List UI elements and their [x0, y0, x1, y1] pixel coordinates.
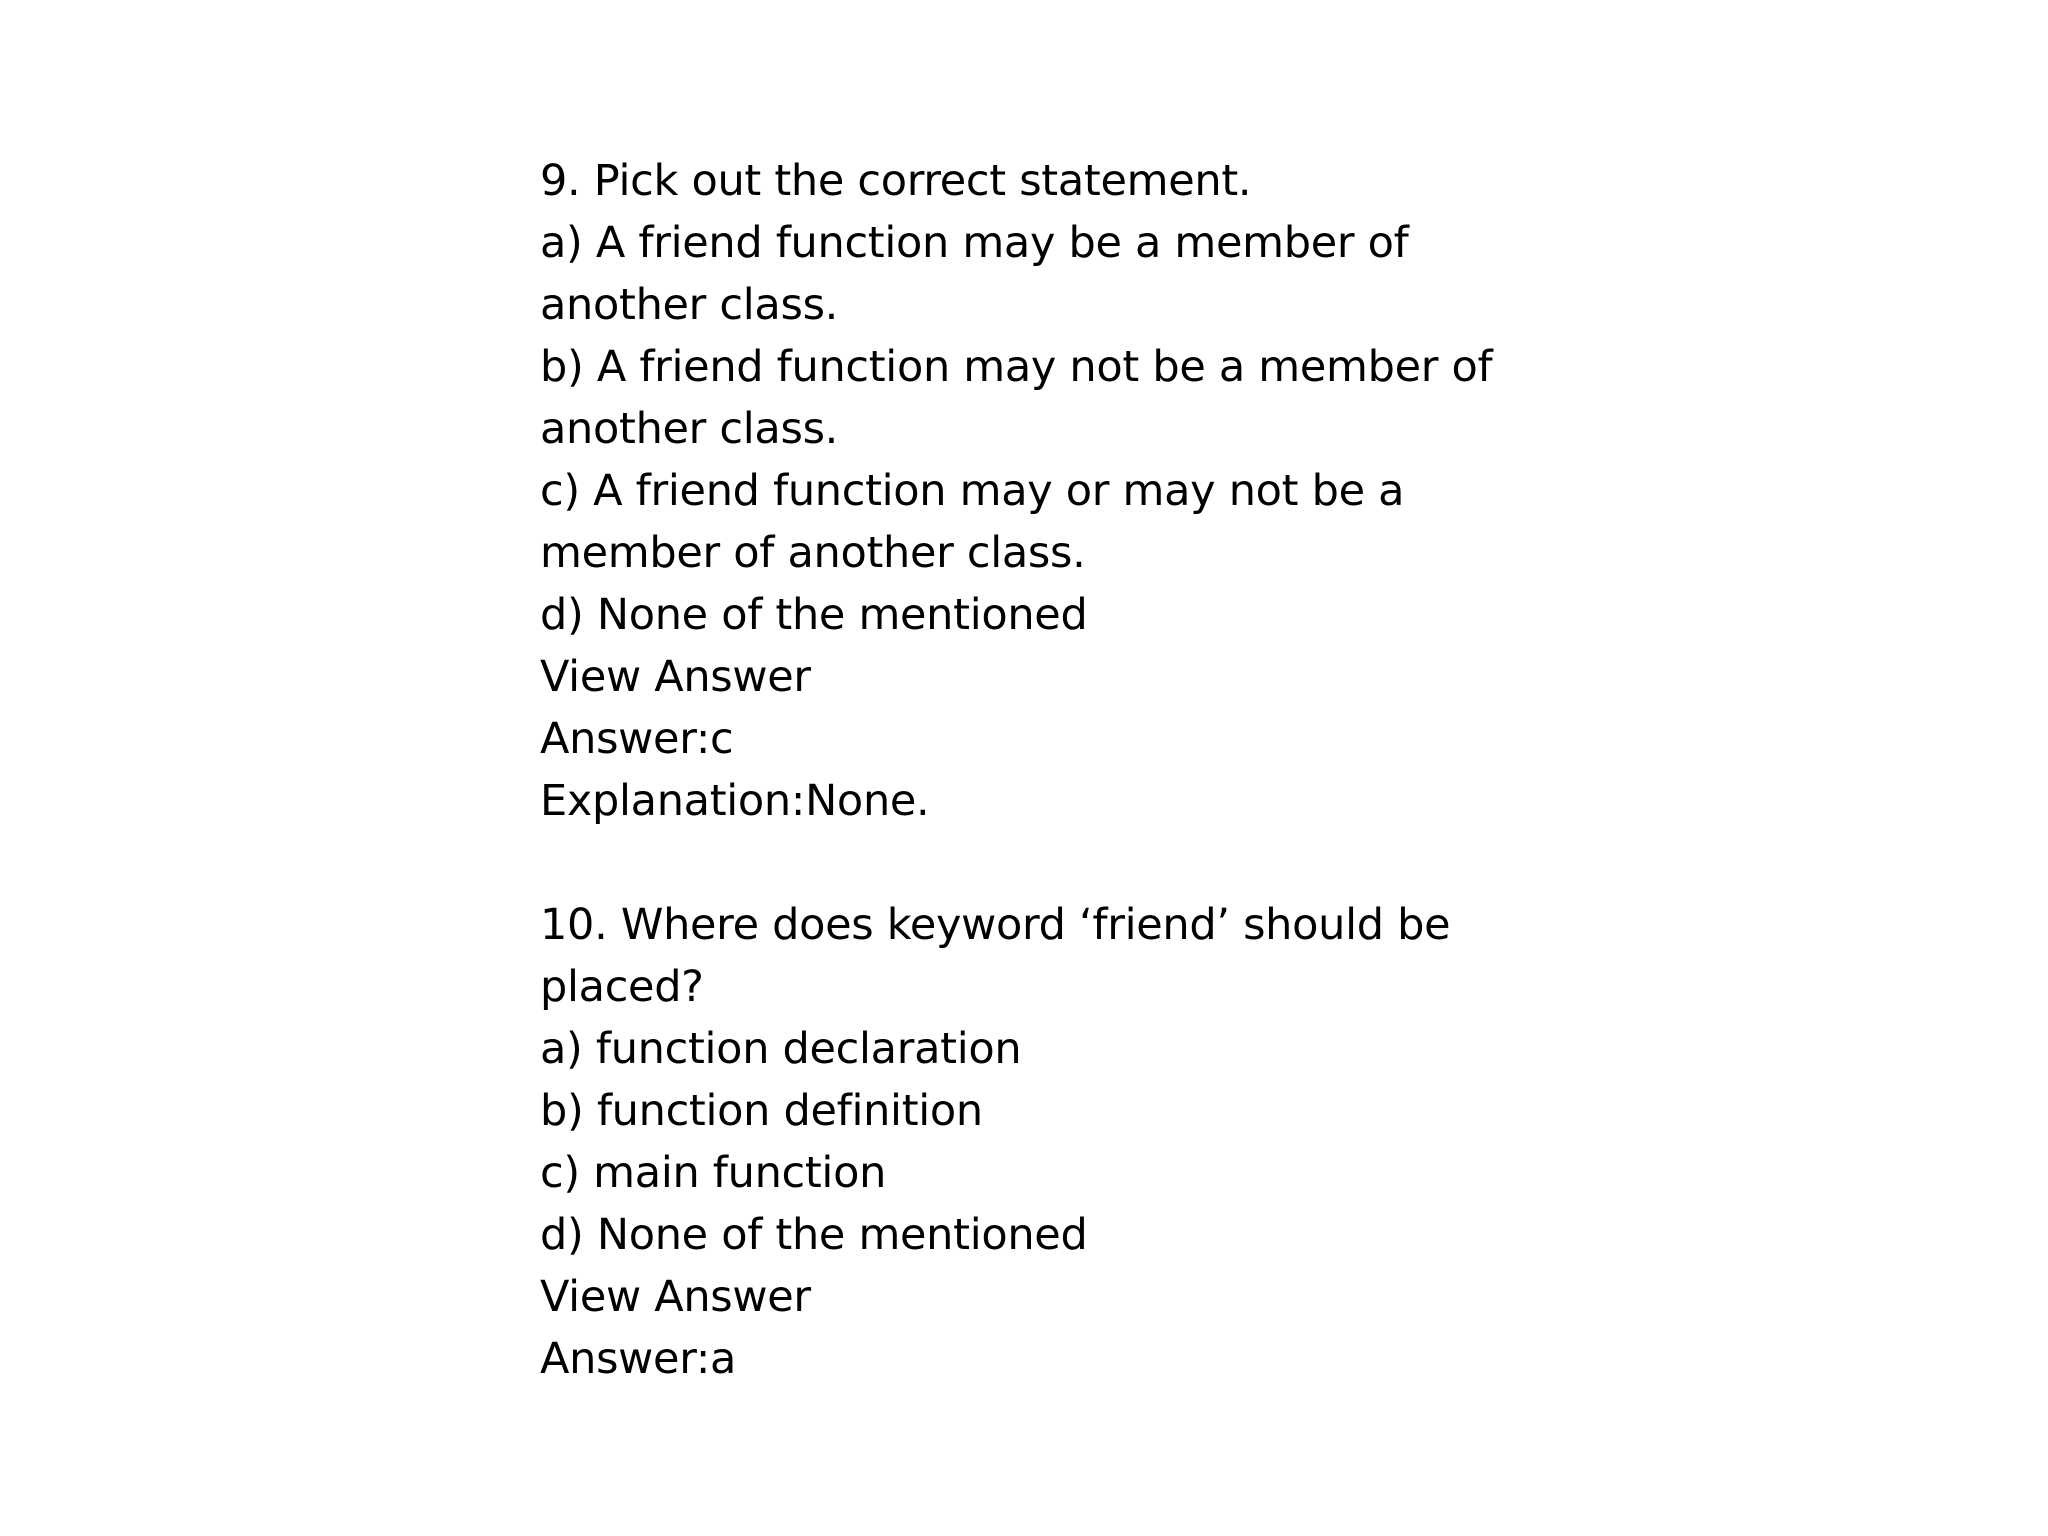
option-d: d) None of the mentioned: [540, 1210, 1088, 1260]
option-b-line-1: b) A friend function may not be a member of: [540, 342, 1493, 392]
option-c: c) main function: [540, 1148, 887, 1198]
option-b-line-2: another class.: [540, 404, 839, 454]
question-10: [540, 894, 1540, 1390]
question-spacer: [540, 832, 1540, 894]
view-answer-link[interactable]: View Answer: [540, 1272, 811, 1322]
answer-text: Answer:c: [540, 714, 734, 764]
option-c-line-2: member of another class.: [540, 528, 1086, 578]
option-a: a) function declaration: [540, 1024, 1022, 1074]
explanation-text: Explanation:None.: [540, 776, 930, 826]
question-10-text-line-1: 10. Where does keyword ‘friend’ should be: [540, 900, 1451, 950]
option-b: b) function definition: [540, 1086, 983, 1136]
question-9-text: 9. Pick out the correct statement.: [540, 156, 1252, 206]
question-10-text-line-2: placed?: [540, 962, 704, 1012]
answer-text: Answer:a: [540, 1334, 737, 1384]
option-a-line-1: a) A friend function may be a member of: [540, 218, 1409, 268]
question-9: [540, 150, 1540, 832]
view-answer-link[interactable]: View Answer: [540, 652, 811, 702]
option-c-line-1: c) A friend function may or may not be a: [540, 466, 1405, 516]
option-a-line-2: another class.: [540, 280, 839, 330]
option-d: d) None of the mentioned: [540, 590, 1088, 640]
quiz-content: [540, 150, 1540, 1390]
